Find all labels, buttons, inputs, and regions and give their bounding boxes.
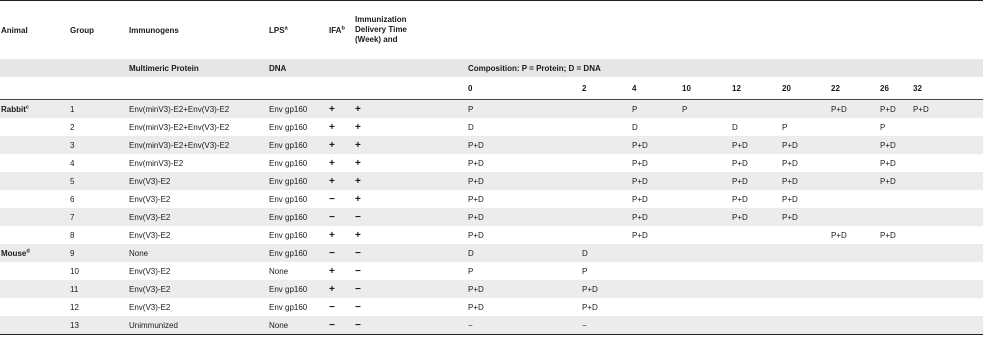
cell-week [912,136,983,154]
header-immunization [354,1,467,60]
cell-week [912,262,983,280]
cell-group: 2 [70,122,75,132]
cell-week [912,316,983,335]
cell-week: P+D [879,172,912,190]
cell-ifa: + [355,193,361,205]
cell-week [731,298,781,316]
cell-week [879,190,912,208]
cell-week [581,190,631,208]
cell-week: P+D [830,100,879,119]
animal-footnote: d [26,247,30,254]
cell-week [681,226,731,244]
header-secondary-blank-1 [0,59,69,77]
cell-week [581,118,631,136]
cell-week: P [582,266,588,276]
cell-lps: − [328,208,354,226]
cell-week [581,100,631,119]
cell-week: P [467,100,581,119]
cell-animal [0,190,69,208]
table-row [0,226,983,244]
cell-dna: Env gp160 [269,194,308,204]
header-spacer [467,1,983,60]
header-row-primary [0,1,983,60]
cell-week [631,298,681,316]
cell-group: 8 [70,230,75,240]
cell-week: P+D [880,230,896,240]
cell-week: P+D [879,136,912,154]
animal-footnote: c [25,103,29,110]
cell-week [879,316,912,335]
cell-ifa: + [354,136,467,154]
cell-lps: − [328,316,354,335]
header-multimeric-protein: Multimeric Protein [128,59,268,77]
cell-week: D [467,244,581,262]
week-header: 20 [781,77,830,100]
cell-protein: Env(minV3)-E2+Env(V3)-E2 [128,136,268,154]
cell-week [681,154,731,172]
cell-week: D [732,122,738,132]
table-row [0,316,983,335]
cell-group: 6 [70,194,75,204]
cell-week: P [631,100,681,119]
cell-group: 4 [70,158,75,168]
cell-week: P+D [732,194,748,204]
cell-week [830,316,879,335]
cell-animal [0,262,69,280]
week-header: 12 [731,77,781,100]
cell-week: P+D [468,230,484,240]
cell-animal [0,154,69,172]
cell-week: P+D [632,158,648,168]
cell-week [681,208,731,226]
cell-week [631,244,681,262]
cell-animal [0,280,69,298]
cell-protein: Env(V3)-E2 [128,208,268,226]
header-row-weeks [0,77,983,100]
header-animal: Animal [1,25,28,35]
cell-week [681,172,731,190]
cell-week [781,280,830,298]
animal-label: Mouse [1,248,27,258]
cell-protein: Env(V3)-E2 [129,302,171,312]
cell-week [731,244,781,262]
table-row [0,136,983,154]
cell-ifa: + [354,172,467,190]
cell-week [879,244,912,262]
cell-protein: Env(minV3)-E2 [129,158,184,168]
cell-week: D [581,244,631,262]
cell-group: 13 [69,316,128,335]
cell-dna: Env gp160 [269,158,308,168]
cell-lps: − [329,301,335,313]
cell-week: P+D [732,158,748,168]
cell-week [681,244,731,262]
cell-group: 1 [69,100,128,119]
header-immunization-line3: (Week) and [355,35,398,44]
cell-week: P+D [468,158,484,168]
cell-week: P [880,122,886,132]
cell-protein: Unimmunized [128,316,268,335]
cell-ifa: − [354,208,467,226]
cell-week [731,262,781,280]
cell-week [912,280,983,298]
cell-week: P+D [731,136,781,154]
cell-lps: + [329,157,335,169]
cell-week: P+D [581,280,631,298]
cell-animal [0,298,69,316]
cell-week [879,208,912,226]
cell-lps: + [328,136,354,154]
cell-group: 12 [70,302,79,312]
cell-week: P [468,266,474,276]
cell-week [830,136,879,154]
cell-dna: None [268,316,328,335]
week-header: 2 [581,77,631,100]
cell-lps: + [328,172,354,190]
cell-week [731,280,781,298]
cell-week [912,244,983,262]
cell-protein: Env(minV3)-E2+Env(V3)-E2 [128,100,268,119]
cell-lps: + [328,280,354,298]
cell-week [781,316,830,335]
header-lps-label: LPS [269,25,285,35]
cell-animal [0,226,69,244]
cell-week: P+D [781,136,830,154]
cell-week: P+D [912,100,983,119]
header-immunization-line2: Delivery Time [355,25,407,34]
cell-week: P+D [468,302,484,312]
cell-week: P+D [781,208,830,226]
cell-week [631,280,681,298]
cell-week [731,316,781,335]
cell-ifa: + [355,121,361,133]
header-weeks-blank [0,77,467,100]
cell-protein: Env(V3)-E2 [129,266,171,276]
header-secondary-blank-2 [69,59,128,77]
cell-week [830,244,879,262]
table-row [0,190,983,208]
header-immunogens-label: Immunogens [129,25,179,35]
cell-dna: Env gp160 [269,122,308,132]
cell-week [830,118,879,136]
cell-ifa: − [354,280,467,298]
cell-animal [0,118,69,136]
cell-week [681,316,731,335]
cell-ifa: + [354,100,467,119]
cell-ifa: − [354,316,467,335]
header-group: Group [70,25,94,35]
cell-dna: Env gp160 [268,244,328,262]
cell-week: − [467,316,581,335]
cell-dna: Env gp160 [268,280,328,298]
header-immunization-line1: Immunization [355,15,407,24]
cell-ifa: − [355,301,361,313]
cell-week: P+D [731,208,781,226]
cell-ifa: − [355,265,361,277]
week-header: 26 [879,77,912,100]
cell-dna: Env gp160 [268,172,328,190]
cell-week: P+D [831,230,847,240]
cell-week [912,190,983,208]
cell-animal [0,208,69,226]
header-dna: DNA [268,59,328,77]
cell-lps: + [329,265,335,277]
cell-week: P+D [631,136,681,154]
cell-week [781,262,830,280]
header-row-secondary [0,59,983,77]
cell-week [581,226,631,244]
cell-protein: Env(V3)-E2 [129,230,171,240]
cell-week [830,262,879,280]
table-row [0,208,983,226]
table-body [0,100,983,335]
cell-protein: Env(V3)-E2 [128,172,268,190]
cell-week [830,190,879,208]
cell-protein: Env(V3)-E2 [128,280,268,298]
table-row [0,280,983,298]
header-ifa [328,1,354,60]
cell-week: P+D [467,208,581,226]
cell-protein: None [128,244,268,262]
cell-animal [0,316,69,335]
cell-week [879,280,912,298]
cell-week: P+D [468,194,484,204]
header-lps-footnote: a [284,24,288,31]
cell-week [781,100,830,119]
cell-week [912,154,983,172]
cell-week [681,262,731,280]
cell-week: P [782,122,788,132]
cell-week: P+D [632,194,648,204]
header-composition: Composition: P = Protein; D = DNA [467,59,983,77]
header-ifa-label: IFA [329,25,342,35]
cell-week [781,244,830,262]
header-ifa-footnote: b [341,24,345,31]
table-row [0,172,983,190]
cell-week [879,298,912,316]
cell-week: P+D [467,280,581,298]
cell-week: P+D [467,136,581,154]
week-header: 4 [631,77,681,100]
cell-week [581,172,631,190]
cell-week: D [632,122,638,132]
cell-week [631,262,681,280]
table-row [0,262,983,280]
cell-week [912,208,983,226]
cell-group: 10 [70,266,79,276]
cell-week [830,154,879,172]
cell-week: P+D [631,208,681,226]
cell-dna: Env gp160 [268,208,328,226]
cell-lps: + [329,229,335,241]
cell-dna: Env gp160 [268,100,328,119]
week-header: 32 [912,77,983,100]
cell-dna: None [269,266,289,276]
cell-week: P+D [880,158,896,168]
cell-week [581,154,631,172]
week-header: 22 [830,77,879,100]
table-row [0,118,983,136]
table-row [0,100,983,119]
header-secondary-blank-3 [328,59,354,77]
cell-week [731,226,781,244]
cell-week [912,172,983,190]
header-secondary-blank-4 [354,59,467,77]
cell-protein: Env(V3)-E2 [129,194,171,204]
cell-week [581,136,631,154]
cell-week [731,100,781,119]
cell-week: P+D [582,302,598,312]
cell-week [631,316,681,335]
cell-protein: Env(minV3)-E2+Env(V3)-E2 [129,122,230,132]
cell-week: P [681,100,731,119]
cell-week [912,298,983,316]
cell-group: 9 [69,244,128,262]
cell-week [830,208,879,226]
cell-week [912,226,983,244]
header-immunogens [128,1,268,60]
cell-group: 5 [69,172,128,190]
cell-week: P+D [879,100,912,119]
cell-week: D [468,122,474,132]
cell-lps: + [329,121,335,133]
cell-week: P+D [632,230,648,240]
table-row [0,154,983,172]
cell-week [781,298,830,316]
header-lps [268,1,328,60]
cell-group: 7 [69,208,128,226]
cell-week [781,226,830,244]
cell-week: P+D [782,158,798,168]
table-row [0,298,983,316]
cell-week [581,208,631,226]
cell-week: P+D [781,172,830,190]
cell-ifa: − [354,244,467,262]
cell-week [681,118,731,136]
week-header: 0 [467,77,581,100]
cell-animal [0,136,69,154]
table-row [0,244,983,262]
cell-animal [0,100,69,119]
cell-week [681,190,731,208]
cell-dna: Env gp160 [268,136,328,154]
cell-week [681,136,731,154]
cell-lps: − [329,193,335,205]
cell-dna: Env gp160 [269,302,308,312]
cell-animal [0,244,69,262]
cell-group: 3 [69,136,128,154]
cell-ifa: + [355,229,361,241]
cell-week [830,298,879,316]
cell-lps: − [328,244,354,262]
cell-week [912,118,983,136]
cell-week: P+D [631,172,681,190]
cell-week: − [581,316,631,335]
cell-dna: Env gp160 [269,230,308,240]
cell-week: P+D [467,172,581,190]
week-header: 10 [681,77,731,100]
cell-week: P+D [782,194,798,204]
cell-ifa: + [355,157,361,169]
cell-week [681,298,731,316]
cell-week [681,280,731,298]
cell-week [830,172,879,190]
animal-label: Rabbit [1,104,26,114]
cell-lps: + [328,100,354,119]
cell-week [879,262,912,280]
cell-week: P+D [731,172,781,190]
cell-animal [0,172,69,190]
cell-group: 11 [69,280,128,298]
cell-week [830,280,879,298]
